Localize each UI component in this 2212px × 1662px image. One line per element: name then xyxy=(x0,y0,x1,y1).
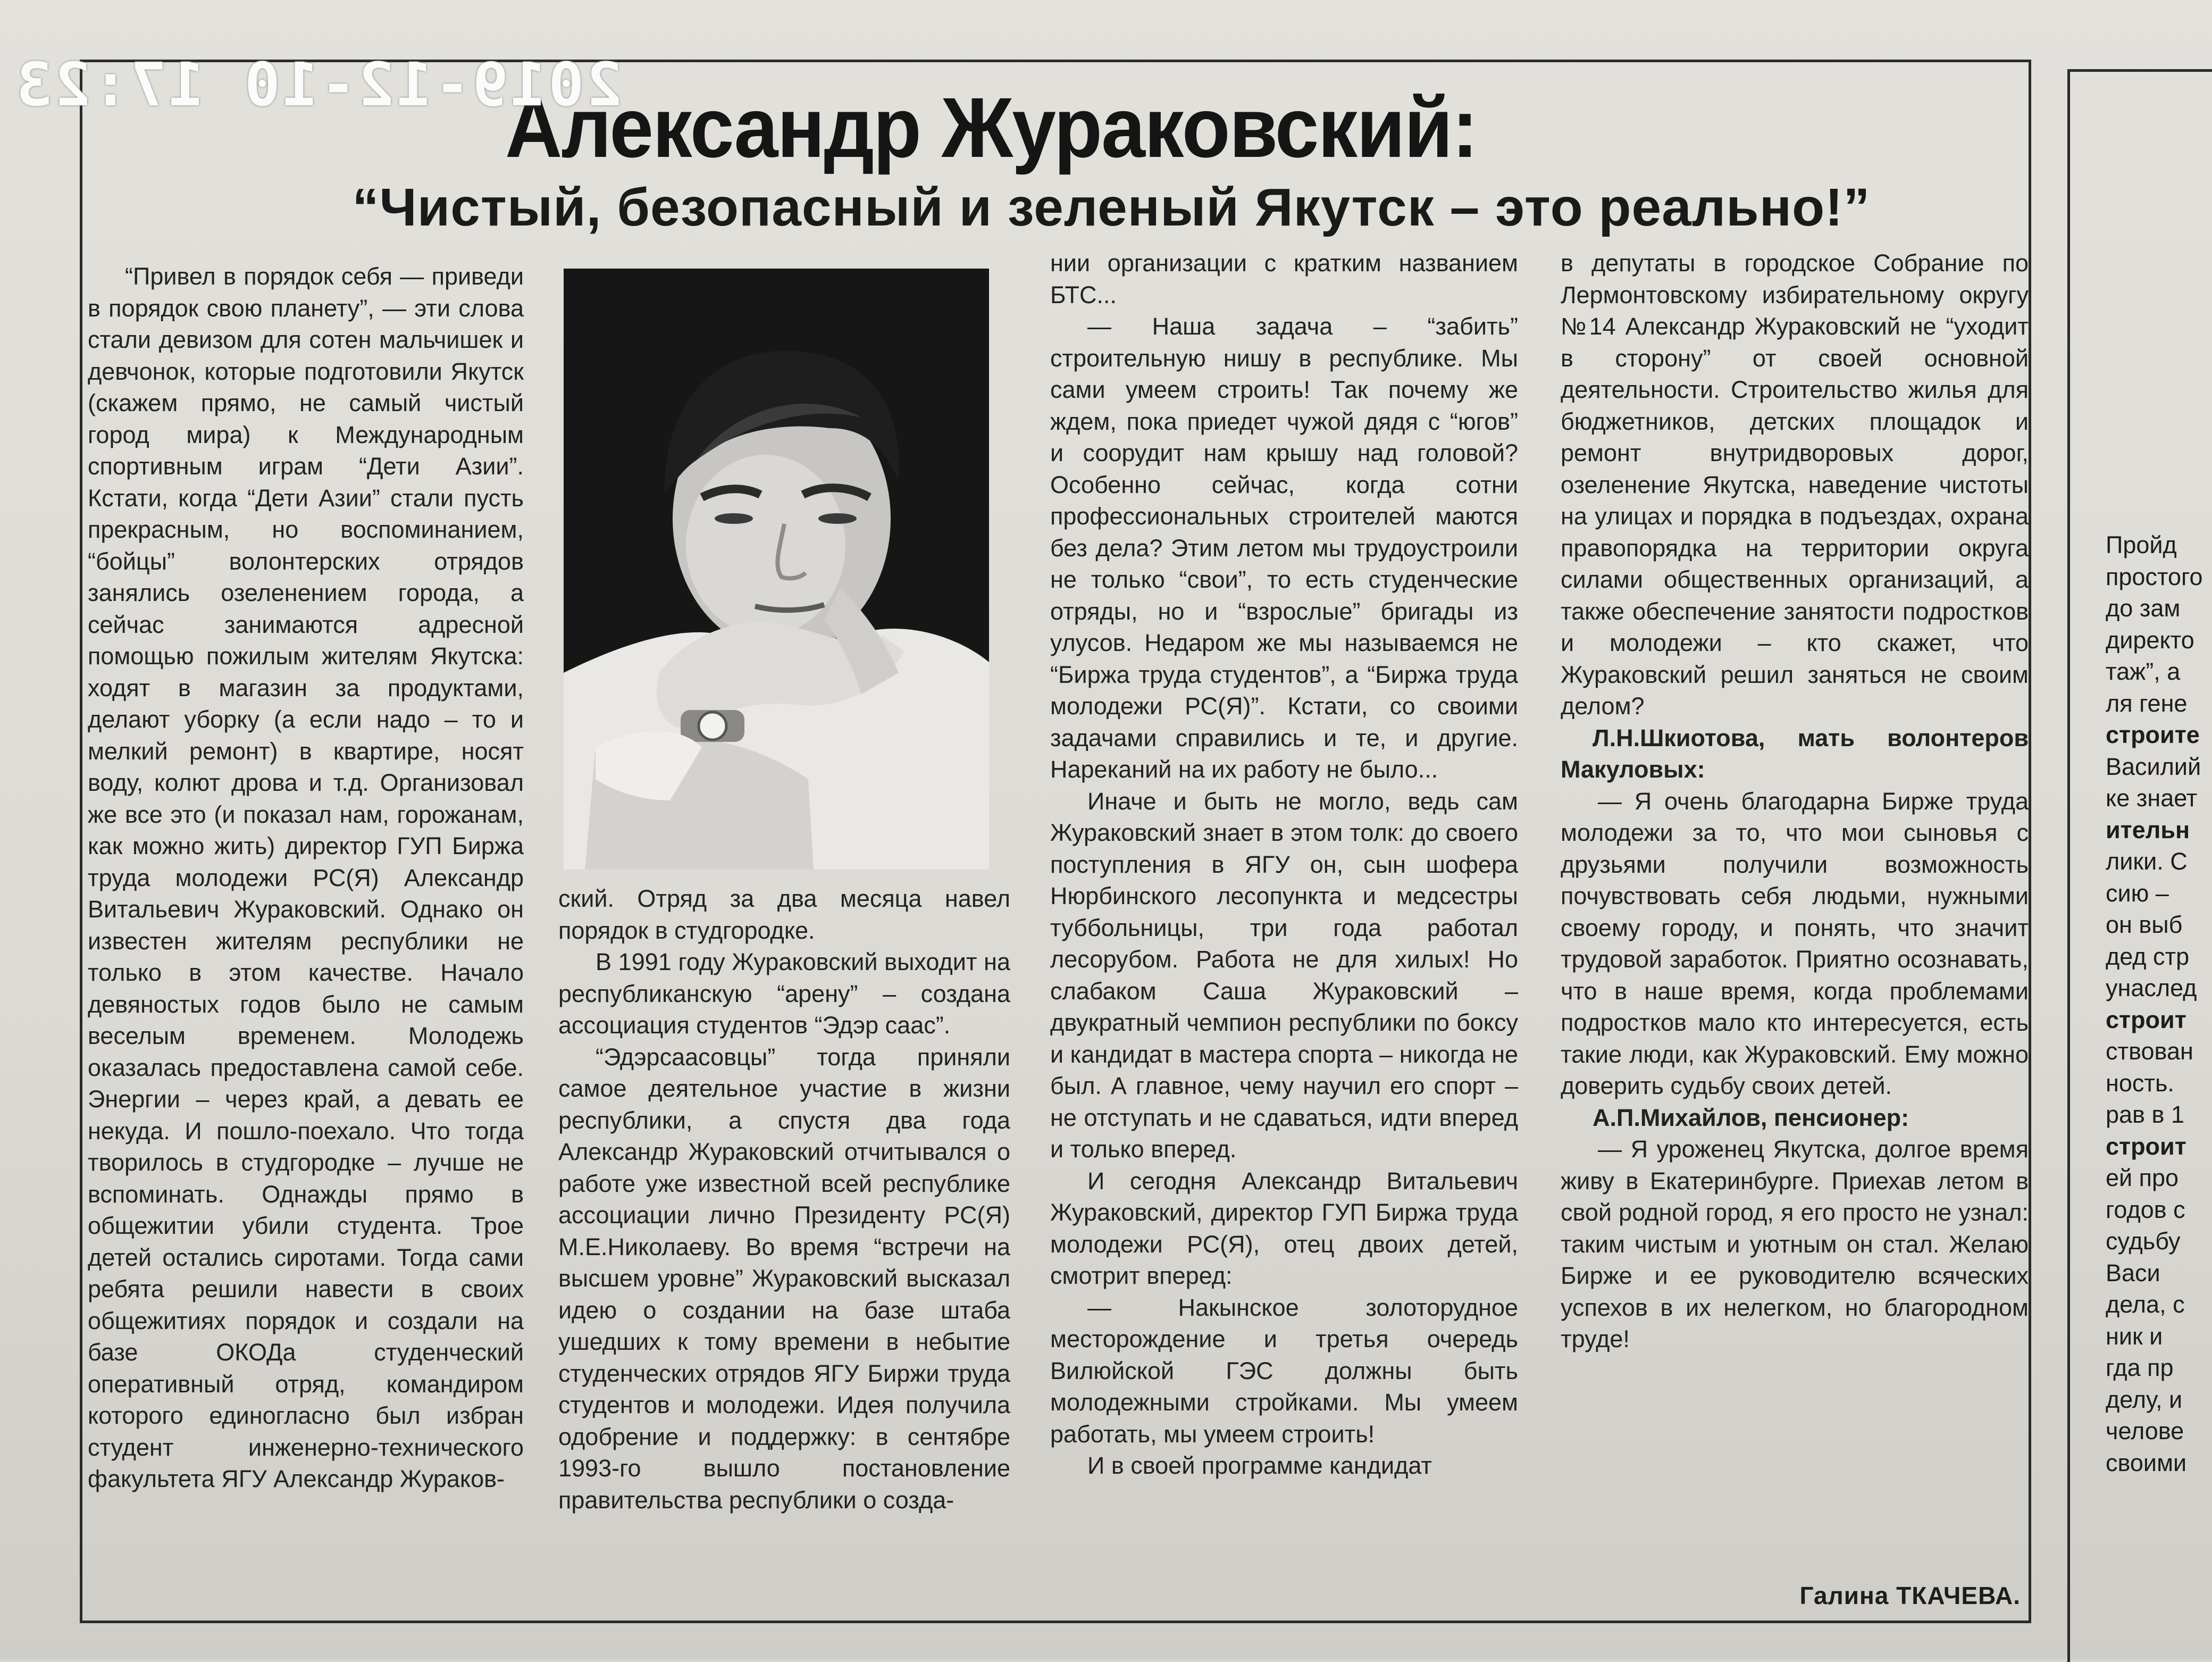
headline: Александр Жураковский: xyxy=(505,80,1478,175)
quote-text: — Я очень благодарна Бирже труда молодежи за то, что мои сыновья с друзьями получили возможность почувствовать себя людьми, нужными своему городу, и понять, что значит трудовой заработок. Приятно осознавать, что в наше время, когда проблемами подростков мало кто интересуется, есть такие люди, как Жураковский. Ему можно доверить судьбу своих детей. xyxy=(1561,787,2029,1099)
neighbor-column-line: ительн xyxy=(2106,816,2190,843)
neighbor-column-line: Василий xyxy=(2106,753,2201,780)
neighbor-column-line: унаслед xyxy=(2106,974,2197,1001)
neighbor-column-line: ей про xyxy=(2106,1164,2179,1191)
portrait-photo xyxy=(564,269,989,870)
neighbor-column-line: челове xyxy=(2106,1417,2184,1444)
neighbor-column-line: рав в 1 xyxy=(2106,1101,2184,1128)
neighbor-column-line: ля гене xyxy=(2106,689,2188,717)
neighbor-column-line: строит xyxy=(2106,1132,2186,1160)
paragraph: “Эдэрсаасовцы” тогда приняли самое деятельное участие в жизни республики, а спустя два года Александр Жураковский отчитывался о работе уже известной всей республике ассоциации лично Президенту РС(Я) М.Е.Николаеву. Во время “встречи на высшем уровне” Жураковский высказал идею о создании на базе штаба ушедших к тому времени в небытие студенческих отрядов ЯГУ Биржи труда студентов и молодежи. Идея получила одобрение и поддержку: в сентябре 1993-го вышло постановление правительства республики о созда- xyxy=(558,1043,1010,1514)
neighbor-column-line: делу, и xyxy=(2106,1385,2183,1413)
neighbor-column-line: директо xyxy=(2106,626,2194,654)
paragraph: нии организации с кратким названием БТС... xyxy=(1050,249,1518,308)
paragraph: ский. Отряд за два месяца навел порядок в студгородке. xyxy=(558,885,1010,944)
byline: Галина ТКАЧЕВА. xyxy=(1799,1582,2021,1609)
quote-text: — Я уроженец Якутска, долгое время живу в Екатеринбурге. Приехав летом в свой родной город, я его просто не узнал: таким чистым и уютным он стал. Желаю Бирже и ее руководителю всяческих успехов в их нелегком, но благородном труде! xyxy=(1561,1135,2029,1352)
paragraph: И в своей программе кандидат xyxy=(1087,1452,1432,1479)
neighbor-column-line: строит xyxy=(2106,1006,2186,1033)
quote-author: Л.Н.Шкиотова, мать волонтеров Макуловых: xyxy=(1561,724,2029,783)
article-column-2 xyxy=(558,883,1010,1590)
neighbor-column-line: гда пр xyxy=(2106,1354,2174,1381)
paragraph: — Наша задача – “забить” строительную нишу в республике. Мы сами умеем строить! Так почему же ждем, пока приедет чужой дядя с “югов” и соорудит нам крышу над головой? Особенно сейчас, когда сотни профессиональных строителей маются без дела? Этим летом мы трудоустроили не только “свои”, то есть студенческие отряды, но и “взрослые” бригады из улусов. Недаром же мы называемся не “Биржа труда студентов”, а “Биржа труда молодежи РС(Я)”. Кстати, со своими задачами справились и те, и другие. Нареканий на их работу не было... xyxy=(1050,313,1518,783)
paragraph: Иначе и быть не могло, ведь сам Жураковский знает в этом толк: до своего поступления в ЯГУ он, сын шофера Нюрбинского лесопункта и медсестры туббольницы, три года работал лесорубом. Работа не для хилых! Но слабаком Саша Жураковский – двукратный чемпион республики по боксу и кандидат в мастера спорта – никогда не был. А главное, чему научил его спорт – не отступать и не сдаваться, идти вперед и только вперед. xyxy=(1050,787,1518,1163)
paragraph: В 1991 году Жураковский выходит на республиканскую “арену” – создана ассоциация студентов “Эдэр саас”. xyxy=(558,948,1010,1039)
neighbor-column-line: Васи xyxy=(2106,1259,2160,1287)
paragraph: “Привел в порядок себя — приведи в порядок свою планету”, — эти слова стали девизом для сотен мальчишек и девчонок, которые подготовили Якутск (скажем прямо, не самый чистый город мира) к Международным спортивным играм “Дети Азии”. Кстати, когда “Дети Азии” стали пусть прекрасным, но воспоминанием, “бойцы” волонтерских отрядов занялись озеленением города, а сейчас занимаются адресной помощью пожилым жителям Якутска: ходят в магазин за продуктами, делают уборку (а если надо – то и мелкий ремонт) в квартире, носят воду, колют дрова и т.д. Организовал же все это (и показал нам, горожанам, как можно жить) директор ГУП Биржа труда молодежи РС(Я) Александр Витальевич Жураковский. Однако он известен жителям республики не только в этом качестве. Начало девяностых годов было не самым веселым временем. Молодежь оказалась предоставлена самой себе. Энергии – через край, а девать ее некуда. И пошло-поехало. Что тогда творилось в студгородке – лучше не вспоминать. Однажды прямо в общежитии убили студента. Трое детей остались сиротами. Тогда сами ребята решили навести в своих общежитиях порядок и создали на базе ОКОДа студенческий оперативный отряд, командиром которого единогласно был избран студент инженерно-технического факультета ЯГУ Александр Жураков- xyxy=(88,263,524,1492)
neighbor-column-line: Пройд xyxy=(2106,531,2177,558)
neighbor-column-line: своими xyxy=(2106,1449,2187,1476)
article-column-1 xyxy=(88,261,524,1569)
camera-timestamp: 2019-12-10 17:23 xyxy=(14,51,622,120)
paragraph: И сегодня Александр Витальевич Жураковский, директор ГУП Биржа труда молодежи РС(Я), отец двоих детей, смотрит вперед: xyxy=(1050,1167,1518,1289)
neighbor-column-line: простого xyxy=(2106,563,2203,590)
neighbor-column-line: ствован xyxy=(2106,1038,2193,1065)
neighbor-column-line: строите xyxy=(2106,721,2200,748)
subheadline: “Чистый, безопасный и зеленый Якутск – это реально!” xyxy=(352,178,1871,237)
paragraph: — Накынское золоторудное месторождение и третья очередь Вилюйской ГЭС должны быть молодежными стройками. Мы умеем работать, мы умеем строить! xyxy=(1050,1293,1518,1448)
article-column-4 xyxy=(1561,247,2029,1548)
neighbor-column-line: годов с xyxy=(2106,1196,2185,1223)
neighbor-column-line: дед стр xyxy=(2106,942,2190,970)
neighbor-column-line: судьбу xyxy=(2106,1227,2181,1255)
neighbor-column-line: до зам xyxy=(2106,595,2181,622)
neighbor-column-line: таж”, а xyxy=(2106,658,2181,685)
neighbor-article-column xyxy=(2106,529,2212,1641)
neighbor-column-line: ке знает xyxy=(2106,784,2198,812)
article-column-3 xyxy=(1050,247,1518,1603)
portrait-illustration xyxy=(564,269,989,870)
quote-author: А.П.Михайлов, пенсионер: xyxy=(1593,1104,1909,1131)
paragraph: в депутаты в городское Собрание по Лермонтовскому избирательному округу №14 Александр Жураковский не “уходит в сторону” от своей основной деятельности. Строительство жилья для бюджетников, детских площадок и ремонт внутридворовых дорог, озеленение Якутска, наведение чистоты на улицах и порядка в подъездах, охрана правопорядка на территории округа силами общественных организаций, а также обеспечение занятости подростков и молодежи – кто скажет, что Жураковский решил заняться не своим делом? xyxy=(1561,249,2029,720)
neighbor-column-line: ник и xyxy=(2106,1322,2163,1350)
neighbor-column-line: ность. xyxy=(2106,1069,2174,1097)
neighbor-column-line: он выб xyxy=(2106,911,2183,938)
neighbor-column-line: лики. С xyxy=(2106,848,2188,875)
neighbor-column-line: дела, с xyxy=(2106,1291,2185,1318)
neighbor-column-line: сию – xyxy=(2106,879,2169,907)
